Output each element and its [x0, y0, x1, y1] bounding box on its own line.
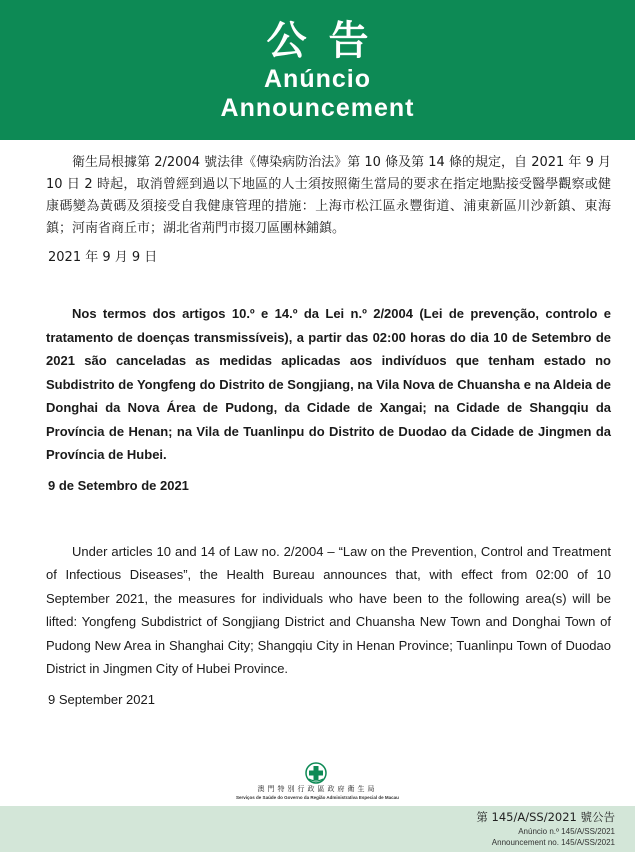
title-en: Announcement	[220, 94, 415, 122]
reference-pt: Anúncio n.º 145/A/SS/2021	[518, 827, 615, 836]
logo-name-zh: 澳門特別行政區政府衛生局	[257, 785, 378, 793]
title-zh: 公告	[266, 18, 391, 64]
date-en: 9 September 2021	[48, 691, 155, 707]
health-bureau-logo	[0, 762, 635, 804]
paragraph-en: Under articles 10 and 14 of Law no. 2/2004 – “Law on the Prevention, Control and Treatment of Infectious Diseases”, the Health Bureau announces that, with effect from 02:00 of 10 September 2021, the measures for individuals who have been to the following area(s) will be lifted: Yongfeng Subdistrict of Songjiang District and Chuansha New Town and Donghai Town of Pudong New Area in Shanghai City; Shangqiu City in Henan Province; Tuanlinpu Town of Duodao District in Jingmen City of Hubei Province.	[46, 543, 611, 676]
announcement-body	[46, 152, 611, 710]
reference-en: Announcement no. 145/A/SS/2021	[491, 838, 615, 847]
paragraph-pt: Nos termos dos artigos 10.º e 14.º da Lei n.º 2/2004 (Lei de prevenção, controlo e tratamento de doenças transmissíveis), a partir das 02:00 horas do dia 10 de Setembro de 2021 são canceladas as medidas aplicadas aos indivíduos que tenham estado no Subdistrito de Yongfeng do Distrito de Songjiang, na Vila Nova de Chuansha e na Aldeia de Donghai da Nova Área de Pudong, da Cidade de Xangai; na Cidade de Shangqiu da Província de Henan; na Vila de Tuanlinpu do Distrito de Duodao da Cidade de Jingmen da Província de Hubei.	[46, 306, 611, 462]
paragraph-zh: 衛生局根據第 2/2004 號法律《傳染病防治法》第 10 條及第 14 條的規定，自 2021 年 9 月 10 日 2 時起，取消曾經到過以下地區的人士須按照衛生當局的要求在指定地點接受醫學觀察或健康碼變為黃碼及須接受自我健康管理的措施：上海市松江區永豐街道、浦東新區川沙新鎮、東海鎮；河南省商丘市；湖北省荊門市掇刀區團林鋪鎮。	[46, 155, 611, 236]
reference-footer	[0, 806, 635, 852]
date-pt: 9 de Setembro de 2021	[48, 477, 189, 493]
announcement-header	[0, 0, 635, 140]
health-bureau-cross-icon	[305, 762, 327, 784]
logo-name-pt: Serviços de Saúde do Governo da Região Administrativa Especial de Macau	[236, 795, 399, 800]
reference-zh: 第 145/A/SS/2021 號公告	[476, 810, 615, 824]
date-zh: 2021 年 9 月 9 日	[48, 250, 158, 265]
title-pt: Anúncio	[264, 65, 371, 93]
